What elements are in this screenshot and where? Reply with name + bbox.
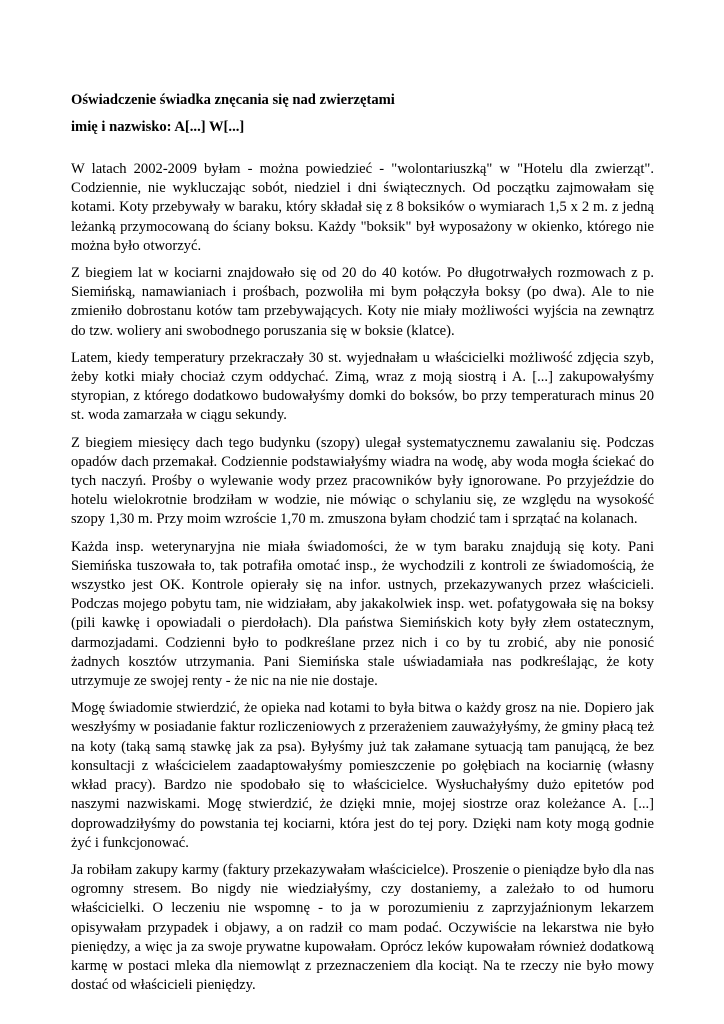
paragraph-6: Mogę świadomie stwierdzić, że opieka nad kotami to była bitwa o każdy grosz na nie. Dopiero jak weszłyśmy w posiadanie faktur rozliczeniowych z przerażeniem zauważyłyśmy, że gminy płacą też na koty (taką samą stawkę jak za psa). Byłyśmy już tak załamane sytuacją tam panującą, że bez konsultacji z właścicielem zaadaptowałyśmy pomieszczenie po gołębiach na kociarnię (własny wkład pracy). Bardzo nie spodobało się to właścicielce. Wysłuchałyśmy dużo epitetów pod naszymi nazwiskami. Mogę stwierdzić, że dzięki mnie, mojej siostrze oraz koleżance A. [...] doprowadziłyśmy do powstania tej kociarni, która jest do tej pory. Dzięki nam koty mogą godnie żyć i funkcjonować.: [71, 700, 654, 851]
witness-name-line: imię i nazwisko: A[...] W[...]: [71, 119, 245, 135]
paragraph-2: Z biegiem lat w kociarni znajdowało się od 20 do 40 kotów. Po długotrwałych rozmowach z p. Siemińską, namawianiach i prośbach, pozwoliła mi bym połączyła boksy (po dwa). Ale to nie zmieniło dobrostanu kotów tam przebywających. Koty nie miały możliwości wyjścia na zewnątrz do tzw. woliery ani swobodnego poruszania się w boksie (klatce).: [71, 265, 654, 339]
paragraph-3: Latem, kiedy temperatury przekraczały 30 st. wyjednałam u właścicielki możliwość zdjęcia szyb, żeby kotki miały chociaż czym oddychać. Zimą, wraz z moją siostrą i A. [...] zakupowałyśmy styropian, z którego dodatkowo budowałyśmy domki do boksów, bo przy temperaturach minus 20 st. woda zamarzała w ciągu sekundy.: [71, 349, 654, 424]
document-body: [71, 160, 654, 1003]
paragraph-1: W latach 2002-2009 byłam - można powiedzieć - "wolontariuszką" w "Hotelu dla zwierząt". Codziennie, nie wykluczając sobót, niedziel i dni świątecznych. Od początku zajmowałam się kotami. Koty przebywały w baraku, który składał się z 8 boksików o wymiarach 1,5 x 2 m. z jedną leżanką przymocowaną do ściany boksu. Każdy "boksik" był wyposażony w okienko, którego nie można było otworzyć.: [71, 161, 654, 254]
paragraph-7: Ja robiłam zakupy karmy (faktury przekazywałam właścicielce). Proszenie o pieniądze było dla nas ogromny stresem. Bo nigdy nie wiedziałyśmy, czy dostaniemy, a zależało to od humoru właścicielki. O leczeniu nie wspomnę - to ja w porozumieniu z zaprzyjaźnionym lekarzem opisywałam przypadek i objawy, a on radził co mam podać. Oczywiście na lekarstwa nie było pieniędzy, a więc ja za swoje prywatne kupowałam. Oprócz leków kupowałam również dodatkową karmę w postaci mleka dla niemowląt z przeznaczeniem dla kociąt. Na te rzeczy nie było mowy dostać od właścicieli pieniędzy.: [71, 861, 654, 994]
document-title: Oświadczenie świadka znęcania się nad zwierzętami: [71, 92, 395, 108]
paragraph-4: Z biegiem miesięcy dach tego budynku (szopy) ulegał systematycznemu zawalaniu się. Podczas opadów dach przemakał. Codziennie podstawiałyśmy wiadra na wodę, aby woda mogła ściekać do tych naczyń. Prośby o wylewanie wody przez pracowników były ignorowane. Po przyjeździe do hotelu wielokrotnie brodziłam w wodzie, nie mówiąc o schylaniu się, ze względu na wysokość szopy 1,30 m. Przy moim wzroście 1,70 m. zmuszona byłam chodzić tam i sprzątać na kolanach.: [71, 434, 654, 528]
paragraph-5: Każda insp. weterynaryjna nie miała świadomości, że w tym baraku znajdują się koty. Pani Siemińska tuszowała to, tak potrafiła omotać insp., że wychodzili z kontroli ze świadomością, że wszystko jest OK. Kontrole opierały się na infor. ustnych, przekazywanych przez właścicieli. Podczas mojego pobytu tam, nie widziałam, aby jakakolwiek insp. wet. pofatygowała się na boksy (pili kawkę i opowiadali o pierdołach). Dla państwa Siemińskich koty były złem ostatecznym, darmozjadami. Codzienni było to podkreślane przez nich i co by tu zrobić, aby nie ponosić żadnych kosztów utrzymania. Pani Siemińska stale uświadamiała nas podkreślając, że koty utrzymuje ze swojej renty - że nic na nie nie dostaje.: [71, 538, 654, 690]
